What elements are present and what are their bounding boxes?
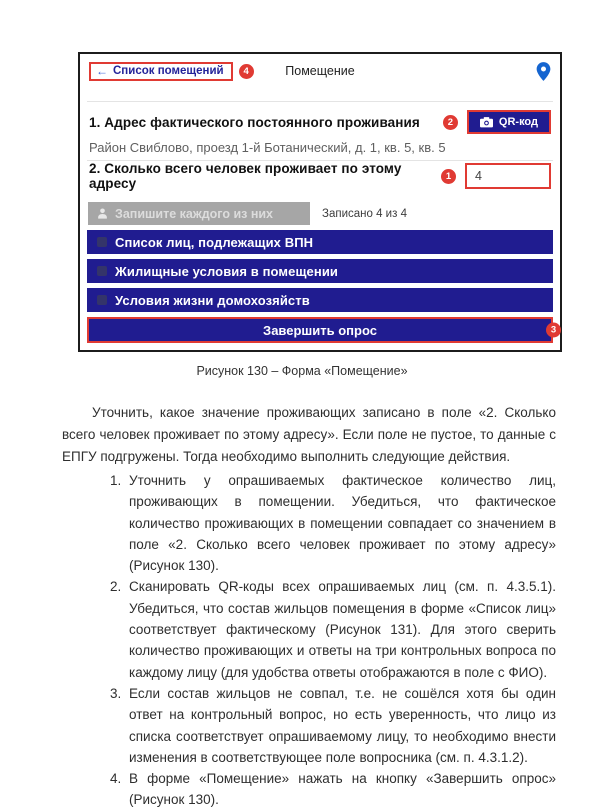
finish-button-highlight <box>87 317 557 343</box>
nav-button-label: Условия жизни домохозяйств <box>115 292 310 308</box>
app-header <box>87 59 553 83</box>
finish-survey-button[interactable]: Завершить опрос <box>89 319 551 341</box>
list-icon <box>97 266 107 276</box>
body-paragraph: Уточнить, какое значение проживающих записано в поле «2. Сколько всего человек проживает по этому адресу». Если поле не пустое, то данные с ЕПГУ подгружены. Тогда необходимо выполнить следующие действия. <box>62 405 556 464</box>
address-value: Район Свиблово, проезд 1-й Ботанический, д. 1, кв. 5, кв. 5 <box>89 140 446 155</box>
record-row <box>87 202 553 225</box>
list-item-number: 2. <box>110 579 122 595</box>
residents-count-input[interactable]: 4 <box>465 163 551 189</box>
qr-button-label: QR-код <box>498 116 538 128</box>
nav-button-label: Жилищные условия в помещении <box>115 263 339 279</box>
list-item <box>110 470 556 576</box>
question-2-label: 2. Сколько всего человек проживает по этому адресу <box>89 161 402 191</box>
list-item-number: 1. <box>110 473 122 488</box>
record-everyone-label: Запишите каждого из них <box>115 206 274 221</box>
question-1-label: 1. Адрес фактического постоянного проживания <box>89 114 420 130</box>
nav-button-label: Список лиц, подлежащих ВПН <box>115 234 314 250</box>
nav-button-persons-list[interactable] <box>87 230 553 254</box>
back-button[interactable] <box>89 62 233 81</box>
annotation-badge-4: 4 <box>239 64 254 79</box>
recorded-status: Записано 4 из 4 <box>322 207 407 220</box>
list-item-text: Уточнить у опрашиваемых фактическое количество лиц, проживающих в помещении. Убедиться, что фактическое количество проживающих в помещении совпадает со значением в поле «2. Сколько всего человек проживает по этому адресу» (Рисунок 130). <box>129 473 556 574</box>
page-title: Помещение <box>285 64 355 78</box>
list-icon <box>97 295 107 305</box>
question-2-row <box>87 162 553 190</box>
qr-code-button[interactable] <box>469 112 549 132</box>
instruction-list <box>110 470 556 811</box>
location-pin-icon[interactable] <box>536 62 551 81</box>
figure-caption: Рисунок 130 – Форма «Помещение» <box>196 364 408 378</box>
annotation-badge-1: 1 <box>441 169 456 184</box>
list-item-text: Если состав жильцов не совпал, т.е. не сошёлся хотя бы один ответ на контрольный вопрос, но есть уверенность, что лицо из списка соответствует опрашиваемому лицу, то необходимо внести изменения в соответствующее поле вопросника (см. п. 4.3.1.2). <box>129 685 556 765</box>
nav-button-housing-conditions[interactable] <box>87 259 553 283</box>
list-item <box>110 683 556 768</box>
back-arrow-icon: ← <box>96 63 108 78</box>
back-button-label: Список помещений <box>113 64 224 77</box>
list-item <box>110 576 556 682</box>
annotation-badge-3: 3 <box>546 323 561 338</box>
question-1-row <box>87 108 553 136</box>
camera-icon <box>480 117 493 128</box>
person-icon <box>97 208 108 220</box>
qr-button-highlight <box>467 110 551 134</box>
list-item-text: Сканировать QR-коды всех опрашиваемых лиц (см. п. 4.3.5.1). Убедиться, что состав жильцов помещения в форме «Список лиц» соответствует фактическому (Рисунок 131). Для этого сверить количество проживающих и ответы на три контрольных вопроса по каждому лицу (для удобства ответы отображаются в поле с ФИО). <box>129 579 556 680</box>
list-item-number: 3. <box>110 685 122 701</box>
list-item <box>110 768 556 811</box>
record-everyone-button[interactable] <box>88 202 310 225</box>
list-item-text: В форме «Помещение» нажать на кнопку «Завершить опрос» (Рисунок 130). <box>129 771 556 808</box>
list-item-number: 4. <box>110 771 122 787</box>
nav-button-household-living[interactable] <box>87 288 553 312</box>
list-icon <box>97 237 107 247</box>
screenshot-figure <box>78 52 562 352</box>
divider <box>87 101 553 102</box>
annotation-badge-2: 2 <box>443 115 458 130</box>
